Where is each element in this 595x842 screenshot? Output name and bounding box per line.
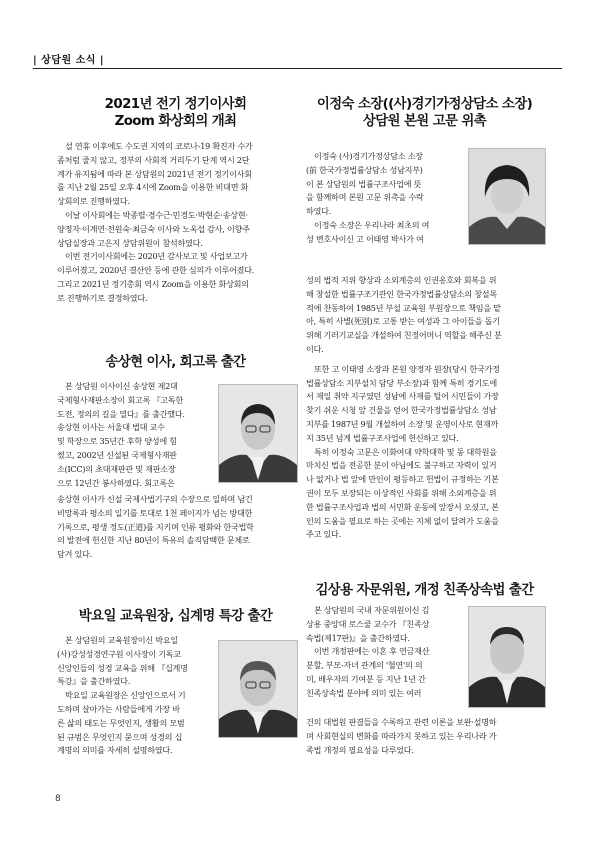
page-number: 8	[55, 794, 61, 804]
article-paragraph: 송상현 이사가 신설 국제사법기구의 수장으로 일하며 남긴 비망록과 평소의 일기를 토대로 1천 페이지가 넘는 방대한 기록으로, 평생 정도(正道)를 지키며 인류 평화와 한국법학 의 발전에 헌신한 지난 80년이 특유의 솔직담백한 문체로 담겨 있다.	[57, 494, 254, 560]
article-kim-wrap	[306, 604, 462, 701]
article-paragraph: 본 상담원 이사이신 송상현 제2대 국제형사재판소장이 회고록 『고독한 도전, 정의의 길을 열다』를 출간했다. 송상현 이사는 서울대 법대 교수 및 학장으로 35년간 후학 양성에 힘 썼고, 2002년 신설된 국제형사재판 소(ICC)의 초대재판관 및 재판소장 으로 12년간 봉사하였다. 회고록은	[57, 381, 185, 488]
article-paragraph: 박요일 교육원장은 신앙인으로서 기 도하며 살아가는 사람들에게 가장 바 른 삶의 태도는 무엇인지, 생활의 모범 된 규범은 무엇인지 묻으며 성경의 십 계명의 의미를 자세히 설명하였다.	[57, 690, 186, 756]
article-paragraph: 특히 이정숙 고문은 이화여대 약학대학 및 동 대학원을 마치신 법을 전공한 분이 아님에도 불구하고 자력이 있거 나 없거나 법 앞에 만인이 평등하고 헌법이 규정하는 기본 권이 모두 보장되는 이상적인 사회를 위해 소외계층을 위 한 법률구조사업과 법의 서민화 운동에 앞장서 오셨고, 본 인의 도움을 필요로 하는 곳에는 지체 없이 달려가 도움을 주고 있다.	[306, 446, 499, 540]
article-title: 박요일 교육원장, 십계명 특강 출간	[78, 609, 273, 624]
article-paragraph: 이번 전기이사회에는 2020년 감사보고 및 사업보고가 이루어졌고, 2020년 결산안 등에 관한 심의가 이루어졌다. 그리고 2021년 정기총회 역시 Zoom을 이용한 화상회의 로 진행하기로 결정하였다.	[57, 251, 255, 303]
article-paragraph: 이정숙 소장은 우리나라 최초의 여 성 변호사이신 고 이태영 박사가 여	[306, 219, 430, 244]
article-lee	[306, 96, 543, 130]
portrait-photo	[468, 148, 546, 245]
article-paragraph: 이번 개정판에는 이혼 후 연금재산 분할, 부모-자녀 관계의 '혈연'의 의 미, 배우자의 기여분 등 지난 1년 간 친족상속법 분야에 의미 있는 여러	[306, 646, 430, 698]
article-paragraph: 본 상담원의 국내 자문위원이신 김 상용 중앙대 로스쿨 교수가 『친족상 속법(제17판)』을 출간하였다.	[306, 605, 430, 643]
portrait-image	[469, 149, 545, 244]
article-song	[57, 354, 294, 371]
portrait-photo	[468, 606, 546, 708]
article-paragraph: 본 상담원의 교육원장이신 박요일 (사)강성성경연구원 이사장이 기독교 신앙인들의 성경 교육을 위해 『십계명 특강』을 출간하였다.	[57, 635, 188, 687]
article-kim-full	[306, 716, 543, 757]
article-paragraph: 건의 대법원 판결들을 수록하고 관련 이론을 보완·설명하 며 사회현실의 변화를 따라가지 못하고 있는 우리나라 가 족법 개정의 필요성을 다루었다.	[306, 717, 497, 755]
portrait-image	[219, 641, 297, 737]
portrait-image	[469, 607, 545, 707]
portrait-photo	[218, 384, 298, 483]
article-paragraph: 이날 이사회에는 박종렬·경수근·민경도·박현순·송상현· 양정자·이계연·전원숙·최금숙 이사와 노옥섭 감사, 이향주 상담실장과 고은지 상담위원이 참석하였다.	[57, 209, 250, 248]
article-title: 김상용 자문위원, 개정 친족상속법 출간	[315, 583, 534, 598]
article-song-full	[57, 493, 294, 562]
article-paragraph: 설 연휴 이후에도 수도권 지역의 코로나-19 확진자 수가 좀처럼 줄지 않고, 정부의 사회적 거리두기 단계 역시 2단 계가 유지됨에 따라 본 상담원의 2021년 전기 정기이사회 를 지난 2월 25일 오후 4시에 Zoom을 이용한 비대면 화 상회의로 진행하였다.	[57, 141, 253, 207]
article-title: 이정숙 소장((사)경기가정상담소 소장) 상담원 본원 고문 위촉	[316, 97, 533, 129]
section-header: | 상담원 소식 |	[33, 55, 105, 66]
article-park	[57, 608, 294, 625]
portrait-photo	[218, 640, 298, 738]
portrait-image	[219, 385, 297, 482]
article-lee-wrap	[306, 150, 462, 247]
article-board	[57, 96, 294, 306]
article-title: 2021년 전기 정기이사회 Zoom 화상회의 개최	[104, 97, 247, 129]
article-paragraph: 성의 법적 지위 향상과 소외계층의 인권옹호와 회복을 위 해 창설한 법률구조기관인 한국가정법률상담소의 창설목 적에 찬동하여 1985년 부설 교육원 부원장으로 책임을 맡 아, 특히 사별(死別)로 고통 받는 여성과 그 아이들을 돕기 위해 기러기교실을 개설하여 친정어머니 역할을 해주신 분 이다.	[306, 275, 502, 354]
header-rule	[33, 68, 562, 69]
article-kim	[306, 582, 543, 599]
article-lee-full	[306, 274, 543, 542]
article-paragraph: 이정숙 (사)경기가정상담소 소장 (前 한국가정법률상담소 성남지부) 이 본 상담원의 법률구조사업에 뜻 을 함께하며 본원 고문 위촉을 수락 하였다.	[306, 151, 424, 217]
article-paragraph: 또한 고 이태영 소장과 본원 양정자 원장(당시 한국가정 법률상담소 지부설치 담당 부소장)과 함께 특히 경기도에 서 제일 취약 지구였던 성남에 사재를 털어 시민들이 가장 찾기 쉬운 시청 앞 건물을 얻어 한국가정법률상담소 성남 지부를 1987년 9월 개설하여 소장 및 운영이사로 현재까 지 35년 넘게 법률구조사업에 헌신하고 있다.	[306, 363, 500, 443]
article-song-wrap	[57, 380, 212, 490]
article-park-wrap	[57, 634, 212, 758]
article-title: 송상현 이사, 회고록 출간	[105, 355, 246, 370]
